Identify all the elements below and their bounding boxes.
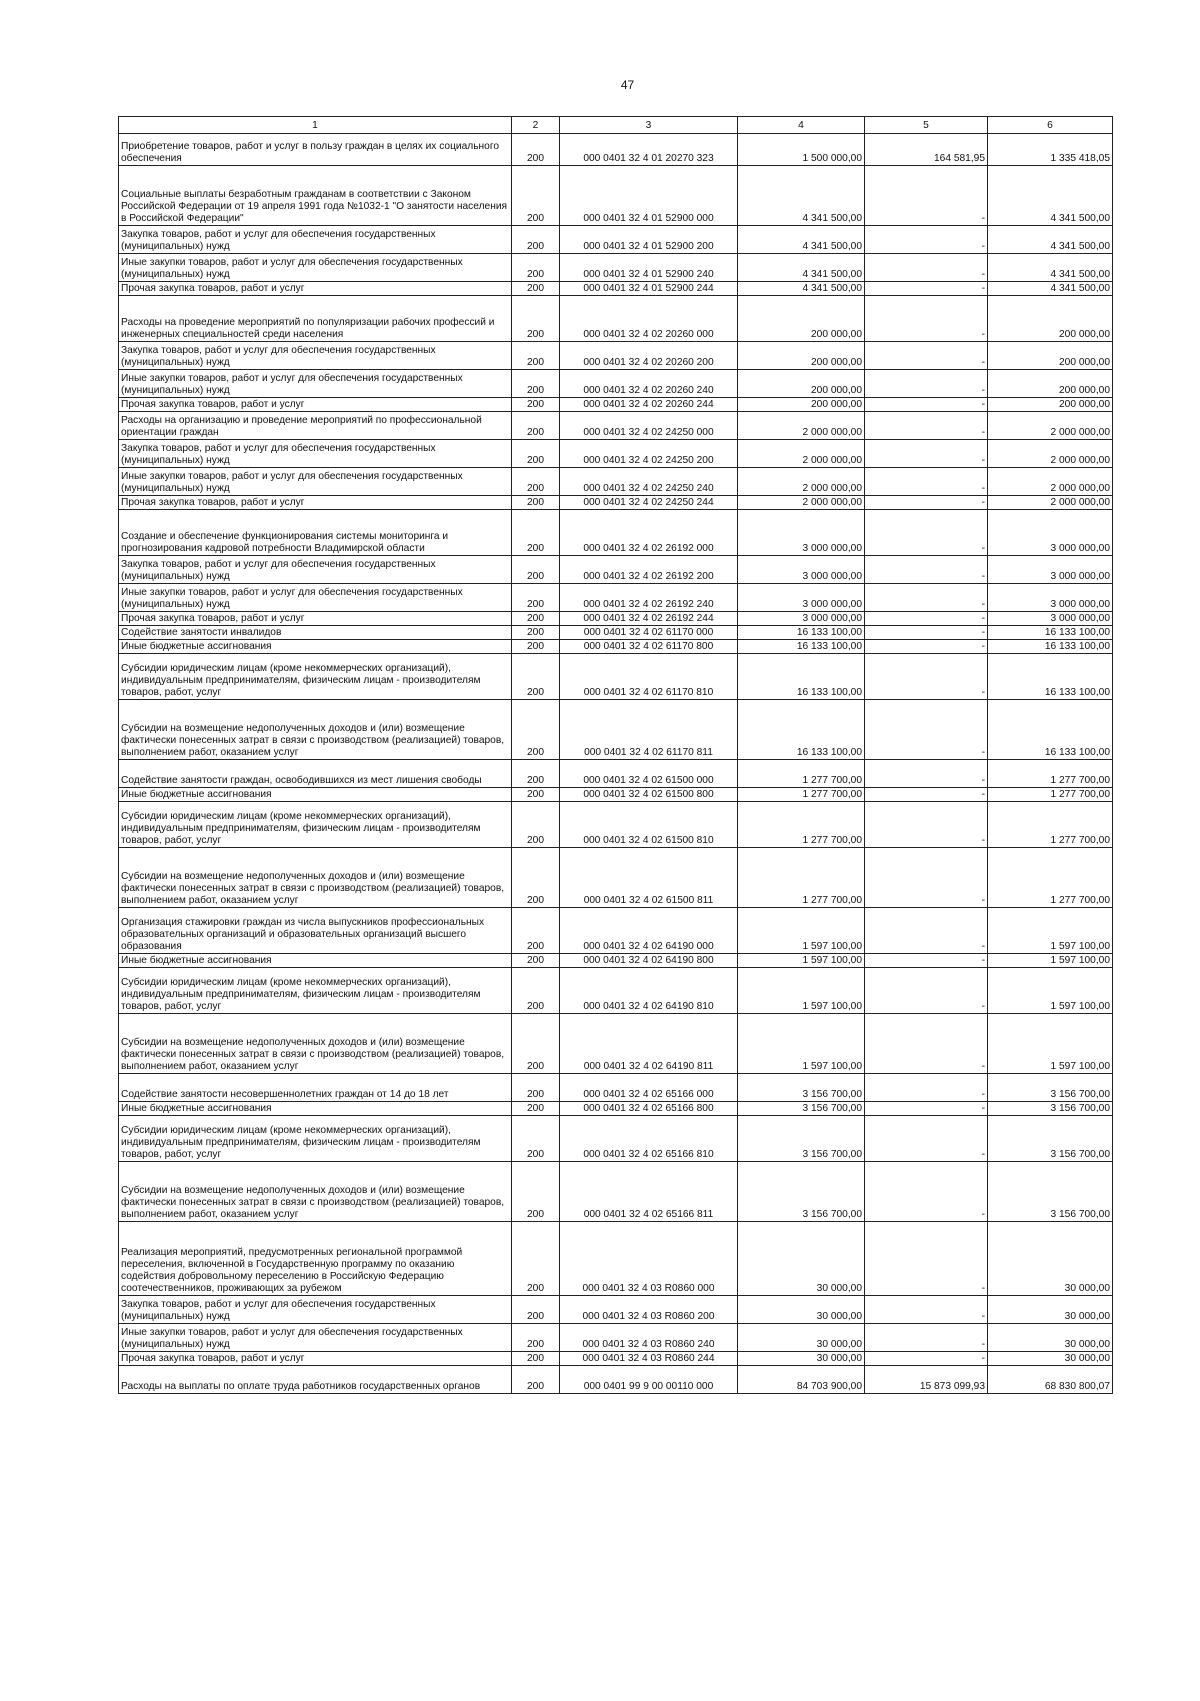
row-executed-amount: - <box>865 254 988 282</box>
row-executed-amount: - <box>865 510 988 556</box>
row-executed-amount: - <box>865 654 988 700</box>
row-executed-amount: - <box>865 640 988 654</box>
row-executed-amount: - <box>865 1162 988 1222</box>
row-name: Субсидии юридическим лицам (кроме некоммерческих организаций), индивидуальным предпринимателям, физическим лицам - производителям товаров, работ, услуг <box>119 1116 512 1162</box>
row-remaining-amount: 3 156 700,00 <box>988 1102 1113 1116</box>
table-row <box>119 282 1113 296</box>
row-name: Субсидии юридическим лицам (кроме некоммерческих организаций), индивидуальным предпринимателям, физическим лицам - производителям товаров, работ, услуг <box>119 802 512 848</box>
row-budget-code: 000 0401 32 4 02 26192 000 <box>560 510 738 556</box>
row-executed-amount: 15 873 099,93 <box>865 1366 988 1394</box>
row-name: Расходы на выплаты по оплате труда работников государственных органов <box>119 1366 512 1394</box>
row-executed-amount: - <box>865 1324 988 1352</box>
table-row <box>119 848 1113 908</box>
row-remaining-amount: 16 133 100,00 <box>988 700 1113 760</box>
row-planned-amount: 3 156 700,00 <box>738 1116 865 1162</box>
table-row <box>119 760 1113 788</box>
row-executed-amount: - <box>865 954 988 968</box>
table-row <box>119 626 1113 640</box>
row-remaining-amount: 3 000 000,00 <box>988 612 1113 626</box>
row-budget-code: 000 0401 32 4 02 61500 800 <box>560 788 738 802</box>
row-planned-amount: 1 277 700,00 <box>738 788 865 802</box>
row-planned-amount: 200 000,00 <box>738 296 865 342</box>
page-number: 47 <box>620 78 635 92</box>
row-grbs: 200 <box>512 654 560 700</box>
row-budget-code: 000 0401 32 4 02 64190 811 <box>560 1014 738 1074</box>
row-grbs: 200 <box>512 1352 560 1366</box>
row-remaining-amount: 16 133 100,00 <box>988 640 1113 654</box>
row-executed-amount: - <box>865 760 988 788</box>
row-planned-amount: 2 000 000,00 <box>738 412 865 440</box>
row-remaining-amount: 3 000 000,00 <box>988 556 1113 584</box>
row-name: Содействие занятости инвалидов <box>119 626 512 640</box>
table-row <box>119 556 1113 584</box>
row-planned-amount: 1 597 100,00 <box>738 968 865 1014</box>
row-remaining-amount: 3 156 700,00 <box>988 1074 1113 1102</box>
row-budget-code: 000 0401 32 4 01 52900 000 <box>560 166 738 226</box>
row-remaining-amount: 3 156 700,00 <box>988 1116 1113 1162</box>
row-planned-amount: 3 156 700,00 <box>738 1162 865 1222</box>
row-planned-amount: 16 133 100,00 <box>738 654 865 700</box>
row-budget-code: 000 0401 32 4 02 64190 810 <box>560 968 738 1014</box>
row-name: Субсидии юридическим лицам (кроме некоммерческих организаций), индивидуальным предпринимателям, физическим лицам - производителям товаров, работ, услуг <box>119 968 512 1014</box>
row-budget-code: 000 0401 32 4 02 20260 244 <box>560 398 738 412</box>
row-remaining-amount: 1 597 100,00 <box>988 1014 1113 1074</box>
row-grbs: 200 <box>512 848 560 908</box>
row-name: Закупка товаров, работ и услуг для обеспечения государственных (муниципальных) нужд <box>119 1296 512 1324</box>
row-executed-amount: - <box>865 1102 988 1116</box>
row-planned-amount: 3 000 000,00 <box>738 584 865 612</box>
table-row <box>119 640 1113 654</box>
row-remaining-amount: 2 000 000,00 <box>988 496 1113 510</box>
row-remaining-amount: 16 133 100,00 <box>988 654 1113 700</box>
table-row <box>119 1366 1113 1394</box>
row-grbs: 200 <box>512 556 560 584</box>
row-name: Прочая закупка товаров, работ и услуг <box>119 1352 512 1366</box>
row-remaining-amount: 200 000,00 <box>988 296 1113 342</box>
table-row <box>119 1102 1113 1116</box>
row-grbs: 200 <box>512 370 560 398</box>
row-planned-amount: 1 277 700,00 <box>738 848 865 908</box>
row-remaining-amount: 200 000,00 <box>988 370 1113 398</box>
row-executed-amount: - <box>865 612 988 626</box>
row-remaining-amount: 1 277 700,00 <box>988 802 1113 848</box>
row-remaining-amount: 1 597 100,00 <box>988 954 1113 968</box>
row-executed-amount: - <box>865 440 988 468</box>
row-budget-code: 000 0401 32 4 02 61170 811 <box>560 700 738 760</box>
row-remaining-amount: 1 277 700,00 <box>988 788 1113 802</box>
column-header-5: 5 <box>865 117 988 134</box>
row-name: Иные закупки товаров, работ и услуг для обеспечения государственных (муниципальных) нужд <box>119 254 512 282</box>
row-remaining-amount: 4 341 500,00 <box>988 282 1113 296</box>
table-row <box>119 296 1113 342</box>
row-remaining-amount: 200 000,00 <box>988 342 1113 370</box>
row-remaining-amount: 30 000,00 <box>988 1352 1113 1366</box>
row-name: Закупка товаров, работ и услуг для обеспечения государственных (муниципальных) нужд <box>119 440 512 468</box>
row-executed-amount: - <box>865 398 988 412</box>
table-row <box>119 468 1113 496</box>
row-grbs: 200 <box>512 440 560 468</box>
row-planned-amount: 1 597 100,00 <box>738 908 865 954</box>
row-budget-code: 000 0401 32 4 02 65166 811 <box>560 1162 738 1222</box>
row-name: Расходы на проведение мероприятий по популяризации рабочих профессий и инженерных специальностей среди населения <box>119 296 512 342</box>
row-executed-amount: - <box>865 282 988 296</box>
row-grbs: 200 <box>512 1014 560 1074</box>
table-row <box>119 584 1113 612</box>
row-remaining-amount: 4 341 500,00 <box>988 166 1113 226</box>
row-remaining-amount: 1 335 418,05 <box>988 134 1113 166</box>
row-name: Организация стажировки граждан из числа выпускников профессиональных образовательных организаций и образовательных организаций высшего образования <box>119 908 512 954</box>
row-name: Прочая закупка товаров, работ и услуг <box>119 398 512 412</box>
column-header-3: 3 <box>560 117 738 134</box>
table-row <box>119 440 1113 468</box>
row-executed-amount: - <box>865 412 988 440</box>
row-executed-amount: - <box>865 342 988 370</box>
row-executed-amount: - <box>865 584 988 612</box>
row-budget-code: 000 0401 32 4 01 52900 240 <box>560 254 738 282</box>
row-grbs: 200 <box>512 954 560 968</box>
row-budget-code: 000 0401 32 4 02 26192 244 <box>560 612 738 626</box>
row-name: Закупка товаров, работ и услуг для обеспечения государственных (муниципальных) нужд <box>119 226 512 254</box>
row-budget-code: 000 0401 32 4 02 61170 810 <box>560 654 738 700</box>
row-grbs: 200 <box>512 612 560 626</box>
row-grbs: 200 <box>512 342 560 370</box>
row-remaining-amount: 4 341 500,00 <box>988 254 1113 282</box>
row-executed-amount: - <box>865 556 988 584</box>
row-name: Субсидии на возмещение недополученных доходов и (или) возмещение фактически понесенных затрат в связи с производством (реализацией) товаров, выполнением работ, оказанием услуг <box>119 1014 512 1074</box>
row-executed-amount: - <box>865 296 988 342</box>
row-planned-amount: 3 000 000,00 <box>738 556 865 584</box>
row-name: Реализация мероприятий, предусмотренных региональной программой переселения, включенной в Государственную программу по оказанию содействия добровольному переселению в Российскую Федерацию соотечественников, проживающих за рубежом <box>119 1222 512 1296</box>
row-budget-code: 000 0401 32 4 03 R0860 240 <box>560 1324 738 1352</box>
table-row <box>119 968 1113 1014</box>
row-grbs: 200 <box>512 412 560 440</box>
row-planned-amount: 2 000 000,00 <box>738 468 865 496</box>
table-row <box>119 1116 1113 1162</box>
row-remaining-amount: 30 000,00 <box>988 1296 1113 1324</box>
table-header-row <box>119 117 1113 134</box>
row-name: Прочая закупка товаров, работ и услуг <box>119 282 512 296</box>
row-executed-amount: - <box>865 1352 988 1366</box>
row-name: Иные закупки товаров, работ и услуг для обеспечения государственных (муниципальных) нужд <box>119 468 512 496</box>
row-grbs: 200 <box>512 1074 560 1102</box>
row-budget-code: 000 0401 32 4 02 61170 800 <box>560 640 738 654</box>
row-planned-amount: 1 597 100,00 <box>738 954 865 968</box>
row-name: Иные бюджетные ассигнования <box>119 788 512 802</box>
row-budget-code: 000 0401 99 9 00 00110 000 <box>560 1366 738 1394</box>
row-budget-code: 000 0401 32 4 02 24250 240 <box>560 468 738 496</box>
row-planned-amount: 30 000,00 <box>738 1324 865 1352</box>
row-executed-amount: - <box>865 908 988 954</box>
row-budget-code: 000 0401 32 4 02 61500 810 <box>560 802 738 848</box>
row-remaining-amount: 16 133 100,00 <box>988 626 1113 640</box>
row-grbs: 200 <box>512 468 560 496</box>
row-planned-amount: 200 000,00 <box>738 370 865 398</box>
row-planned-amount: 4 341 500,00 <box>738 226 865 254</box>
row-budget-code: 000 0401 32 4 02 20260 200 <box>560 342 738 370</box>
row-name: Содействие занятости несовершеннолетних граждан от 14 до 18 лет <box>119 1074 512 1102</box>
row-remaining-amount: 3 156 700,00 <box>988 1162 1113 1222</box>
row-grbs: 200 <box>512 968 560 1014</box>
row-executed-amount: - <box>865 1222 988 1296</box>
row-name: Иные бюджетные ассигнования <box>119 640 512 654</box>
row-name: Иные закупки товаров, работ и услуг для обеспечения государственных (муниципальных) нужд <box>119 584 512 612</box>
table-row <box>119 908 1113 954</box>
row-grbs: 200 <box>512 640 560 654</box>
row-planned-amount: 16 133 100,00 <box>738 640 865 654</box>
row-grbs: 200 <box>512 1116 560 1162</box>
row-name: Создание и обеспечение функционирования системы мониторинга и прогнозирования кадровой потребности Владимирской области <box>119 510 512 556</box>
row-executed-amount: - <box>865 468 988 496</box>
row-remaining-amount: 1 277 700,00 <box>988 848 1113 908</box>
row-budget-code: 000 0401 32 4 01 20270 323 <box>560 134 738 166</box>
row-remaining-amount: 2 000 000,00 <box>988 412 1113 440</box>
table-row <box>119 226 1113 254</box>
row-grbs: 200 <box>512 802 560 848</box>
row-planned-amount: 1 500 000,00 <box>738 134 865 166</box>
row-planned-amount: 4 341 500,00 <box>738 282 865 296</box>
row-planned-amount: 16 133 100,00 <box>738 626 865 640</box>
row-budget-code: 000 0401 32 4 02 65166 800 <box>560 1102 738 1116</box>
row-planned-amount: 2 000 000,00 <box>738 496 865 510</box>
table-row <box>119 700 1113 760</box>
row-executed-amount: - <box>865 1116 988 1162</box>
row-budget-code: 000 0401 32 4 03 R0860 000 <box>560 1222 738 1296</box>
table-row <box>119 398 1113 412</box>
row-name: Иные закупки товаров, работ и услуг для обеспечения государственных (муниципальных) нужд <box>119 370 512 398</box>
budget-table <box>118 116 1113 1394</box>
row-name: Субсидии на возмещение недополученных доходов и (или) возмещение фактически понесенных затрат в связи с производством (реализацией) товаров, выполнением работ, оказанием услуг <box>119 1162 512 1222</box>
row-planned-amount: 200 000,00 <box>738 342 865 370</box>
row-planned-amount: 1 277 700,00 <box>738 760 865 788</box>
row-name: Прочая закупка товаров, работ и услуг <box>119 612 512 626</box>
row-budget-code: 000 0401 32 4 01 52900 244 <box>560 282 738 296</box>
row-budget-code: 000 0401 32 4 03 R0860 200 <box>560 1296 738 1324</box>
row-budget-code: 000 0401 32 4 01 52900 200 <box>560 226 738 254</box>
row-grbs: 200 <box>512 1296 560 1324</box>
row-remaining-amount: 1 597 100,00 <box>988 908 1113 954</box>
row-remaining-amount: 4 341 500,00 <box>988 226 1113 254</box>
table-row <box>119 342 1113 370</box>
row-grbs: 200 <box>512 1102 560 1116</box>
row-planned-amount: 4 341 500,00 <box>738 254 865 282</box>
row-planned-amount: 3 156 700,00 <box>738 1102 865 1116</box>
row-remaining-amount: 30 000,00 <box>988 1222 1113 1296</box>
row-planned-amount: 4 341 500,00 <box>738 166 865 226</box>
row-name: Иные бюджетные ассигнования <box>119 1102 512 1116</box>
row-planned-amount: 84 703 900,00 <box>738 1366 865 1394</box>
row-budget-code: 000 0401 32 4 02 65166 810 <box>560 1116 738 1162</box>
table-row <box>119 788 1113 802</box>
table-row <box>119 510 1113 556</box>
row-remaining-amount: 200 000,00 <box>988 398 1113 412</box>
row-executed-amount: - <box>865 1014 988 1074</box>
row-grbs: 200 <box>512 1366 560 1394</box>
table-row <box>119 802 1113 848</box>
column-header-1: 1 <box>119 117 512 134</box>
row-planned-amount: 30 000,00 <box>738 1296 865 1324</box>
row-name: Закупка товаров, работ и услуг для обеспечения государственных (муниципальных) нужд <box>119 556 512 584</box>
table-row <box>119 370 1113 398</box>
row-grbs: 200 <box>512 166 560 226</box>
table-row <box>119 1324 1113 1352</box>
row-name: Иные бюджетные ассигнования <box>119 954 512 968</box>
row-remaining-amount: 1 597 100,00 <box>988 968 1113 1014</box>
row-executed-amount: - <box>865 226 988 254</box>
row-planned-amount: 3 156 700,00 <box>738 1074 865 1102</box>
row-executed-amount: - <box>865 968 988 1014</box>
row-executed-amount: 164 581,95 <box>865 134 988 166</box>
row-planned-amount: 30 000,00 <box>738 1222 865 1296</box>
column-header-2: 2 <box>512 117 560 134</box>
row-budget-code: 000 0401 32 4 02 24250 000 <box>560 412 738 440</box>
row-budget-code: 000 0401 32 4 02 64190 000 <box>560 908 738 954</box>
row-budget-code: 000 0401 32 4 02 26192 200 <box>560 556 738 584</box>
table-row <box>119 166 1113 226</box>
table-row <box>119 954 1113 968</box>
row-grbs: 200 <box>512 1324 560 1352</box>
row-grbs: 200 <box>512 496 560 510</box>
row-planned-amount: 3 000 000,00 <box>738 612 865 626</box>
column-header-6: 6 <box>988 117 1113 134</box>
row-grbs: 200 <box>512 398 560 412</box>
row-remaining-amount: 2 000 000,00 <box>988 440 1113 468</box>
row-budget-code: 000 0401 32 4 02 20260 240 <box>560 370 738 398</box>
row-executed-amount: - <box>865 1296 988 1324</box>
row-budget-code: 000 0401 32 4 02 61170 000 <box>560 626 738 640</box>
row-grbs: 200 <box>512 510 560 556</box>
row-executed-amount: - <box>865 848 988 908</box>
row-executed-amount: - <box>865 1074 988 1102</box>
row-grbs: 200 <box>512 788 560 802</box>
table-row <box>119 1352 1113 1366</box>
row-name: Содействие занятости граждан, освободившихся из мест лишения свободы <box>119 760 512 788</box>
row-planned-amount: 3 000 000,00 <box>738 510 865 556</box>
table-row <box>119 1014 1113 1074</box>
row-executed-amount: - <box>865 700 988 760</box>
row-remaining-amount: 30 000,00 <box>988 1324 1113 1352</box>
row-executed-amount: - <box>865 496 988 510</box>
row-name: Субсидии на возмещение недополученных доходов и (или) возмещение фактически понесенных затрат в связи с производством (реализацией) товаров, выполнением работ, оказанием услуг <box>119 700 512 760</box>
row-budget-code: 000 0401 32 4 02 20260 000 <box>560 296 738 342</box>
row-grbs: 200 <box>512 908 560 954</box>
table-row <box>119 1074 1113 1102</box>
row-remaining-amount: 68 830 800,07 <box>988 1366 1113 1394</box>
row-executed-amount: - <box>865 370 988 398</box>
row-planned-amount: 200 000,00 <box>738 398 865 412</box>
row-budget-code: 000 0401 32 4 02 26192 240 <box>560 584 738 612</box>
row-grbs: 200 <box>512 296 560 342</box>
table-row <box>119 1222 1113 1296</box>
table-body <box>119 134 1113 1394</box>
row-name: Прочая закупка товаров, работ и услуг <box>119 496 512 510</box>
table-row <box>119 134 1113 166</box>
row-budget-code: 000 0401 32 4 02 61500 811 <box>560 848 738 908</box>
row-name: Социальные выплаты безработным гражданам в соответствии с Законом Российской Федерации от 19 апреля 1991 года №1032-1 "О занятости населения в Российской Федерации" <box>119 166 512 226</box>
row-planned-amount: 1 277 700,00 <box>738 802 865 848</box>
row-executed-amount: - <box>865 626 988 640</box>
row-budget-code: 000 0401 32 4 02 65166 000 <box>560 1074 738 1102</box>
row-name: Приобретение товаров, работ и услуг в пользу граждан в целях их социального обеспечения <box>119 134 512 166</box>
row-name: Расходы на организацию и проведение мероприятий по профессиональной ориентации граждан <box>119 412 512 440</box>
column-header-4: 4 <box>738 117 865 134</box>
row-remaining-amount: 3 000 000,00 <box>988 584 1113 612</box>
row-budget-code: 000 0401 32 4 03 R0860 244 <box>560 1352 738 1366</box>
row-name: Иные закупки товаров, работ и услуг для обеспечения государственных (муниципальных) нужд <box>119 1324 512 1352</box>
row-budget-code: 000 0401 32 4 02 24250 200 <box>560 440 738 468</box>
row-grbs: 200 <box>512 134 560 166</box>
row-remaining-amount: 3 000 000,00 <box>988 510 1113 556</box>
row-planned-amount: 30 000,00 <box>738 1352 865 1366</box>
row-budget-code: 000 0401 32 4 02 24250 244 <box>560 496 738 510</box>
table-row <box>119 1296 1113 1324</box>
table-row <box>119 612 1113 626</box>
row-name: Субсидии юридическим лицам (кроме некоммерческих организаций), индивидуальным предпринимателям, физическим лицам - производителям товаров, работ, услуг <box>119 654 512 700</box>
row-executed-amount: - <box>865 166 988 226</box>
row-grbs: 200 <box>512 700 560 760</box>
row-grbs: 200 <box>512 282 560 296</box>
table-row <box>119 496 1113 510</box>
row-grbs: 200 <box>512 626 560 640</box>
row-grbs: 200 <box>512 584 560 612</box>
row-remaining-amount: 1 277 700,00 <box>988 760 1113 788</box>
row-grbs: 200 <box>512 254 560 282</box>
row-planned-amount: 2 000 000,00 <box>738 440 865 468</box>
row-grbs: 200 <box>512 1222 560 1296</box>
row-executed-amount: - <box>865 788 988 802</box>
table-row <box>119 1162 1113 1222</box>
row-planned-amount: 16 133 100,00 <box>738 700 865 760</box>
row-budget-code: 000 0401 32 4 02 61500 000 <box>560 760 738 788</box>
row-name: Закупка товаров, работ и услуг для обеспечения государственных (муниципальных) нужд <box>119 342 512 370</box>
row-planned-amount: 1 597 100,00 <box>738 1014 865 1074</box>
row-grbs: 200 <box>512 760 560 788</box>
table-row <box>119 254 1113 282</box>
row-remaining-amount: 2 000 000,00 <box>988 468 1113 496</box>
table-row <box>119 412 1113 440</box>
row-grbs: 200 <box>512 226 560 254</box>
table-row <box>119 654 1113 700</box>
row-name: Субсидии на возмещение недополученных доходов и (или) возмещение фактически понесенных затрат в связи с производством (реализацией) товаров, выполнением работ, оказанием услуг <box>119 848 512 908</box>
row-executed-amount: - <box>865 802 988 848</box>
row-grbs: 200 <box>512 1162 560 1222</box>
row-budget-code: 000 0401 32 4 02 64190 800 <box>560 954 738 968</box>
